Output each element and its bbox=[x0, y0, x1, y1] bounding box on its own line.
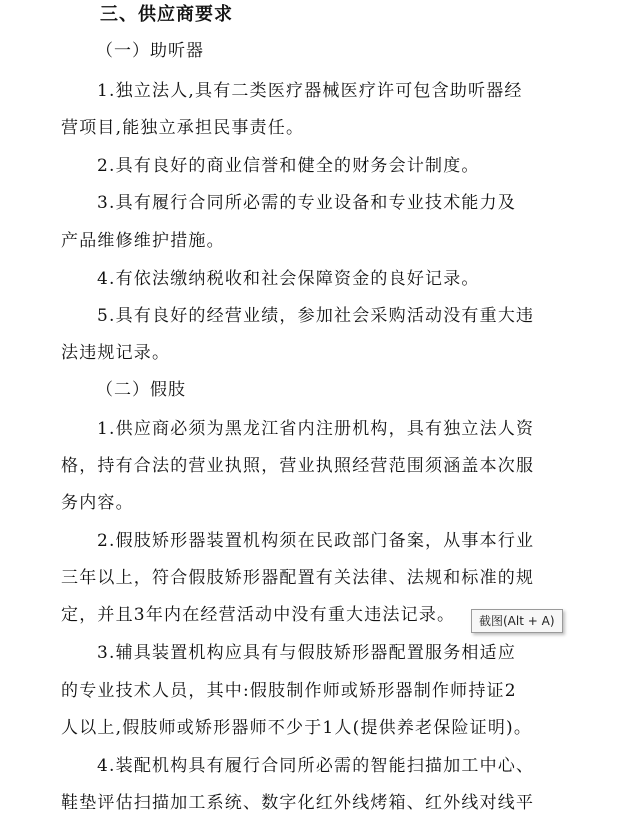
paragraph-line: 营项目,能独立承担民事责任。 bbox=[61, 118, 305, 138]
section-title: 三、供应商要求 bbox=[100, 4, 233, 25]
part-title-hearing-aid: （一）助听器 bbox=[96, 41, 204, 61]
part-title-prosthesis: （二）假肢 bbox=[96, 380, 186, 400]
screenshot-tooltip: 截图(Alt + A) bbox=[471, 609, 563, 633]
paragraph-line: 法违规记录。 bbox=[61, 343, 171, 363]
paragraph-line: 产品维修维护措施。 bbox=[61, 231, 225, 251]
paragraph-line: 鞋垫评估扫描加工系统、数字化红外线烤箱、红外线对线平 bbox=[61, 793, 535, 813]
paragraph-line: 4.装配机构具有履行合同所必需的智能扫描加工中心、 bbox=[97, 756, 535, 776]
paragraph-line: 1.独立法人,具有二类医疗器械医疗许可包含助听器经 bbox=[97, 81, 523, 101]
paragraph-line: 定，并且3年内在经营活动中没有重大违法记录。 bbox=[61, 605, 456, 625]
paragraph-line: 4.有依法缴纳税收和社会保障资金的良好记录。 bbox=[97, 269, 480, 289]
paragraph-line: 的专业技术人员，其中:假肢制作师或矫形器制作师持证2 bbox=[61, 681, 517, 701]
paragraph-line: 1.供应商必须为黑龙江省内注册机构，具有独立法人资 bbox=[97, 419, 535, 439]
paragraph-line: 格，持有合法的营业执照，营业执照经营范围须涵盖本次服 bbox=[61, 456, 535, 476]
paragraph-line: 5.具有良好的经营业绩，参加社会采购活动没有重大违 bbox=[97, 306, 535, 326]
paragraph-line: 人以上,假肢师或矫形器师不少于1人(提供养老保险证明)。 bbox=[61, 718, 533, 738]
paragraph-line: 3.辅具装置机构应具有与假肢矫形器配置服务相适应 bbox=[97, 643, 517, 663]
paragraph-line: 2.假肢矫形器装置机构须在民政部门备案，从事本行业 bbox=[97, 531, 535, 551]
paragraph-line: 务内容。 bbox=[61, 493, 134, 513]
paragraph-line: 3.具有履行合同所必需的专业设备和专业技术能力及 bbox=[97, 193, 517, 213]
paragraph-line: 三年以上，符合假肢矫形器配置有关法律、法规和标准的规 bbox=[61, 568, 535, 588]
paragraph-line: 2.具有良好的商业信誉和健全的财务会计制度。 bbox=[97, 156, 480, 176]
